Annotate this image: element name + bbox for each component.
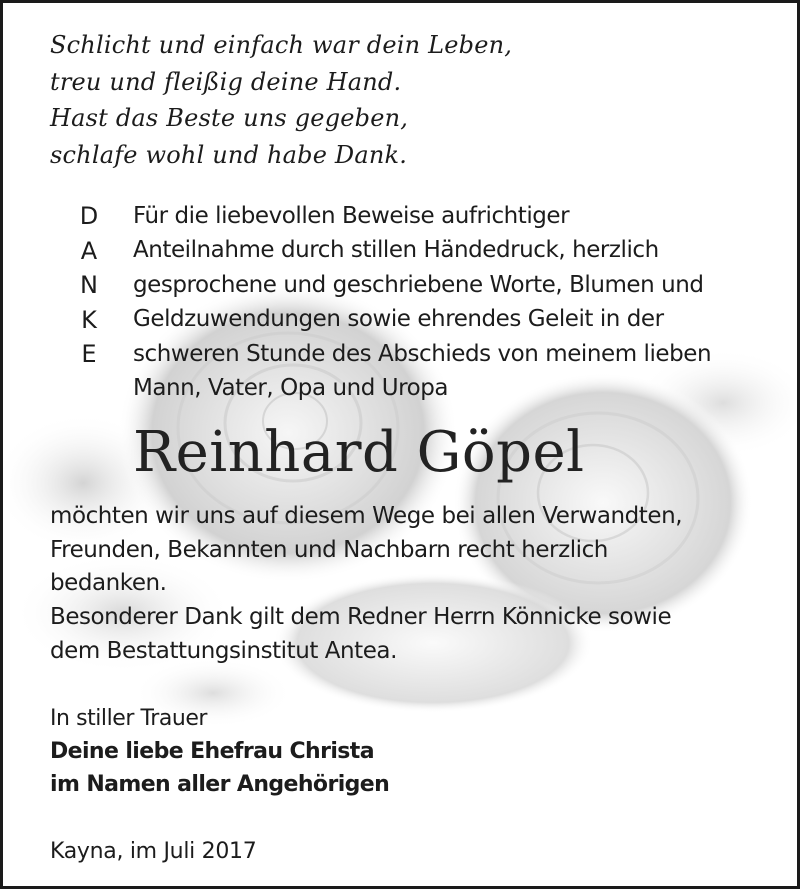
place-and-date: Kayna, im Juli 2017 [50,839,257,864]
thanks-line: dem Bestattungsinstitut Antea. [50,637,397,664]
poem-line: treu und fleißig deine Hand. [50,67,402,96]
poem-line: Hast das Beste uns gegeben, [50,104,409,132]
intro-line: Anteilnahme durch stillen Händedruck, herzlich [133,237,659,264]
intro-line: Geldzuwendungen sowie ehrendes Geleit in der [133,306,664,333]
danke-letter: A [80,236,98,265]
thanks-line: Freunden, Bekannten und Nachbarn recht herzlich [50,536,608,563]
thanks-line: Besonderer Dank gilt dem Redner Herrn Könnicke sowie [50,604,672,631]
signature-block [50,702,389,801]
danke-letter: E [81,340,97,368]
danke-letter: K [81,305,97,334]
signature-intro: In stiller Trauer [50,706,208,731]
deceased-name: Reinhard Göpel [133,420,585,485]
intro-line: gesprochene und geschriebene Worte, Blumen und [133,271,704,298]
intro-line: schweren Stunde des Abschieds von meinem lieben [133,340,712,367]
intro-line: Mann, Vater, Opa und Uropa [133,375,449,402]
signature-spouse: Deine liebe Ehefrau Christa [50,739,374,764]
danke-letter: D [79,202,99,230]
poem-line: Schlicht und einfach war dein Leben, [50,31,513,59]
thanks-line: bedanken. [50,570,167,597]
thanks-intro-text [133,199,711,405]
thanks-body-text [50,500,682,669]
poem-line: schlafe wohl und habe Dank. [50,140,408,169]
memorial-poem [50,27,512,173]
danke-vertical-word [63,199,115,372]
thanks-line: möchten wir uns auf diesem Wege bei allen Verwandten, [50,503,683,529]
intro-line: Für die liebevollen Beweise aufrichtiger [133,203,570,229]
signature-family: im Namen aller Angehörigen [50,772,390,797]
danke-letter: N [80,271,98,299]
